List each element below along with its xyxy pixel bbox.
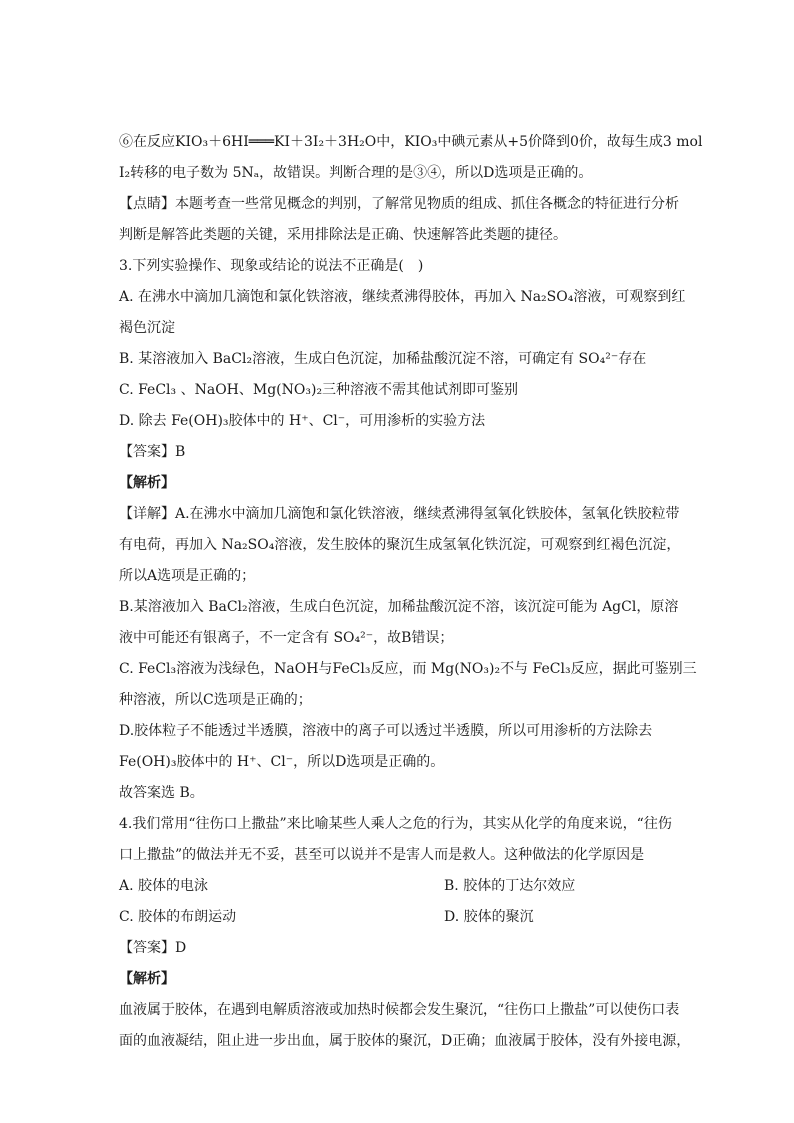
- text-line: D.胶体粒子不能透过半透膜，溶液中的离子可以透过半透膜，所以可用渗析的方法除去: [119, 723, 653, 739]
- question-4-option-c: C. 胶体的布朗运动: [119, 909, 237, 925]
- text-line: B.某溶液加入 BaCl₂溶液，生成白色沉淀，加稀盐酸沉淀不溶，该沉淀可能为 AgCl，原溶: [119, 599, 679, 615]
- answer-label: 【答案】B: [119, 444, 186, 460]
- question-3-option-a: A. 在沸水中滴加几滴饱和氯化铁溶液，继续煮沸得胶体，再加入 Na₂SO₄溶液，可观察到红: [119, 289, 686, 305]
- text-line: 故答案选 B。: [119, 785, 204, 801]
- text-line: 口上撒盐”的做法并无不妥，甚至可以说并不是害人而是救人。这种做法的化学原因是: [119, 847, 645, 863]
- text-line: 【详解】A.在沸水中滴加几滴饱和氯化铁溶液，继续煮沸得氢氧化铁胶体，氢氧化铁胶粒带: [119, 506, 680, 522]
- question-3-stem: 3.下列实验操作、现象或结论的说法不正确是( ): [119, 258, 424, 274]
- answer-label: 【答案】D: [119, 940, 187, 956]
- text-line: C. FeCl₃溶液为浅绿色，NaOH与FeCl₃反应，而 Mg(NO₃)₂不与 FeCl₃反应，据此可鉴别三: [119, 661, 697, 677]
- text-line: ⑥在反应KIO₃＋6HI═══KI＋3I₂＋3H₂O中，KIO₃中碘元素从+5价降到0价，故每生成3 mol: [119, 134, 703, 150]
- text-line: 褐色沉淀: [119, 320, 175, 336]
- analysis-heading: 【解析】: [119, 475, 175, 491]
- question-4-option-b: B. 胶体的丁达尔效应: [444, 878, 576, 894]
- question-3-option-b: B. 某溶液加入 BaCl₂溶液，生成白色沉淀，加稀盐酸沉淀不溶，可确定有 SO₄²⁻存在: [119, 351, 647, 367]
- text-line: 面的血液凝结，阻止进一步出血，属于胶体的聚沉，D正确；血液属于胶体，没有外接电源，: [119, 1033, 691, 1049]
- text-line: 血液属于胶体，在遇到电解质溶液或加热时候都会发生聚沉，“往伤口上撒盐”可以使伤口表: [119, 1002, 680, 1018]
- text-line: I₂转移的电子数为 5Nₐ，故错误。判断合理的是③④，所以D选项是正确的。: [119, 165, 593, 181]
- text-line: 【点睛】本题考查一些常见概念的判别，了解常见物质的组成、抓住各概念的特征进行分析: [119, 196, 679, 212]
- question-3-option-c: C. FeCl₃ 、NaOH、Mg(NO₃)₂三种溶液不需其他试剂即可鉴别: [119, 382, 519, 398]
- text-line: 有电荷，再加入 Na₂SO₄溶液，发生胶体的聚沉生成氢氧化铁沉淀，可观察到红褐色沉淀，: [119, 537, 681, 553]
- text-line: 种溶液，所以C选项是正确的；: [119, 692, 312, 708]
- question-3-option-d: D. 除去 Fe(OH)₃胶体中的 H⁺、Cl⁻，可用渗析的实验方法: [119, 413, 486, 429]
- text-line: 液中可能还有银离子，不一定含有 SO₄²⁻，故B错误；: [119, 630, 454, 646]
- question-4-option-a: A. 胶体的电泳: [119, 878, 209, 894]
- text-line: Fe(OH)₃胶体中的 H⁺、Cl⁻，所以D选项是正确的。: [119, 754, 445, 770]
- text-line: 所以A选项是正确的；: [119, 568, 256, 584]
- question-4-option-d: D. 胶体的聚沉: [444, 909, 534, 925]
- text-line: 判断是解答此类题的关键，采用排除法是正确、快速解答此类题的捷径。: [119, 227, 567, 243]
- question-4-stem: 4.我们常用“往伤口上撒盐”来比喻某些人乘人之危的行为，其实从化学的角度来说，“往伤: [119, 816, 672, 832]
- analysis-heading: 【解析】: [119, 971, 175, 987]
